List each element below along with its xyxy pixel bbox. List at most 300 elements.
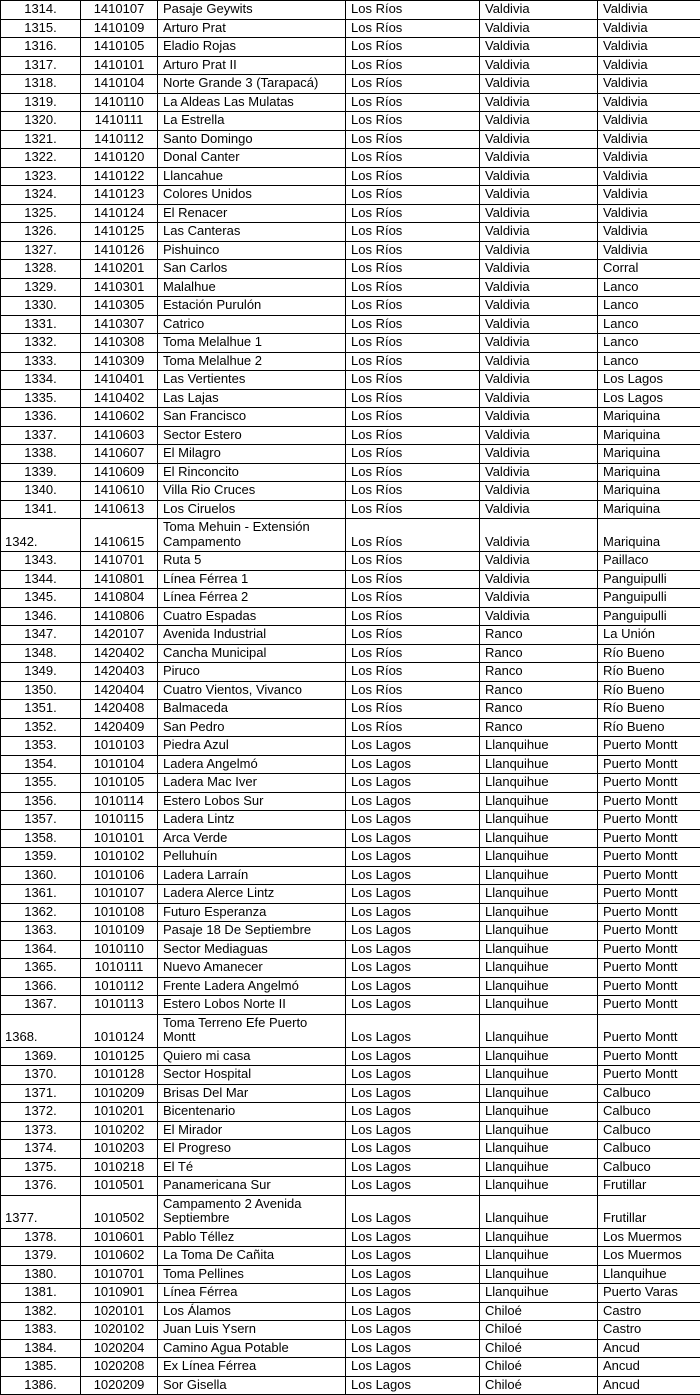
commune-cell: Puerto Montt <box>598 848 700 867</box>
code-cell: 1410125 <box>81 223 158 242</box>
row-number-cell: 1341. <box>1 500 81 519</box>
commune-cell: Puerto Montt <box>598 922 700 941</box>
table-row <box>1 315 700 334</box>
region-cell: Los Lagos <box>346 1047 480 1066</box>
settlement-name-cell: Línea Férrea 2 <box>158 589 346 608</box>
province-cell: Valdivia <box>480 19 598 38</box>
code-cell: 1410607 <box>81 445 158 464</box>
code-cell: 1420403 <box>81 663 158 682</box>
table-row <box>1 1140 700 1159</box>
table-row <box>1 56 700 75</box>
row-number-cell: 1379. <box>1 1247 81 1266</box>
commune-cell: Mariquina <box>598 482 700 501</box>
region-cell: Los Lagos <box>346 737 480 756</box>
region-cell: Los Ríos <box>346 570 480 589</box>
region-cell: Los Lagos <box>346 1228 480 1247</box>
code-cell: 1410105 <box>81 38 158 57</box>
settlement-name-cell: Ladera Larraín <box>158 866 346 885</box>
table-row <box>1 792 700 811</box>
row-number-cell: 1380. <box>1 1265 81 1284</box>
table-row <box>1 204 700 223</box>
code-cell: 1420409 <box>81 718 158 737</box>
commune-cell: Puerto Montt <box>598 792 700 811</box>
commune-cell: Panguipulli <box>598 570 700 589</box>
table-row <box>1 552 700 571</box>
code-cell: 1010125 <box>81 1047 158 1066</box>
commune-cell: Lanco <box>598 278 700 297</box>
commune-cell: Frutillar <box>598 1177 700 1196</box>
commune-cell: Valdivia <box>598 204 700 223</box>
row-number-cell: 1384. <box>1 1339 81 1358</box>
row-number-cell: 1336. <box>1 408 81 427</box>
region-cell: Los Ríos <box>346 607 480 626</box>
table-row <box>1 93 700 112</box>
region-cell: Los Ríos <box>346 1 480 20</box>
code-cell: 1010203 <box>81 1140 158 1159</box>
code-cell: 1410801 <box>81 570 158 589</box>
region-cell: Los Ríos <box>346 241 480 260</box>
commune-cell: Puerto Montt <box>598 1047 700 1066</box>
code-cell: 1010108 <box>81 903 158 922</box>
region-cell: Los Lagos <box>346 811 480 830</box>
table-row <box>1 1339 700 1358</box>
region-cell: Los Lagos <box>346 903 480 922</box>
row-number-cell: 1355. <box>1 774 81 793</box>
commune-cell: Valdivia <box>598 167 700 186</box>
settlement-name-cell: Sector Estero <box>158 426 346 445</box>
commune-cell: Puerto Montt <box>598 811 700 830</box>
province-cell: Llanquihue <box>480 922 598 941</box>
code-cell: 1010501 <box>81 1177 158 1196</box>
row-number-cell: 1358. <box>1 829 81 848</box>
settlement-name-cell: Juan Luis Ysern <box>158 1321 346 1340</box>
region-cell: Los Ríos <box>346 130 480 149</box>
code-cell: 1410126 <box>81 241 158 260</box>
row-number-cell: 1350. <box>1 681 81 700</box>
province-cell: Llanquihue <box>480 1177 598 1196</box>
commune-cell: Ancud <box>598 1358 700 1377</box>
settlement-name-cell: Llancahue <box>158 167 346 186</box>
code-cell: 1420404 <box>81 681 158 700</box>
province-cell: Valdivia <box>480 112 598 131</box>
table-row <box>1 482 700 501</box>
commune-cell: Mariquina <box>598 408 700 427</box>
table-row <box>1 644 700 663</box>
row-number-cell: 1339. <box>1 463 81 482</box>
province-cell: Valdivia <box>480 570 598 589</box>
settlement-name-cell: Sor Gisella <box>158 1376 346 1395</box>
table-row <box>1 1066 700 1085</box>
code-cell: 1010114 <box>81 792 158 811</box>
row-number-cell: 1346. <box>1 607 81 626</box>
row-number-cell: 1334. <box>1 371 81 390</box>
province-cell: Llanquihue <box>480 774 598 793</box>
province-cell: Llanquihue <box>480 940 598 959</box>
settlement-name-cell: Arturo Prat <box>158 19 346 38</box>
settlement-name-cell: La Estrella <box>158 112 346 131</box>
row-number-cell: 1368. <box>1 1014 81 1047</box>
row-number-cell: 1365. <box>1 959 81 978</box>
settlement-name-cell: Catrico <box>158 315 346 334</box>
table-row <box>1 774 700 793</box>
settlement-name-cell: Balmaceda <box>158 700 346 719</box>
commune-cell: Corral <box>598 260 700 279</box>
settlement-name-cell: Cuatro Espadas <box>158 607 346 626</box>
region-cell: Los Ríos <box>346 56 480 75</box>
settlement-name-cell: Frente Ladera Angelmó <box>158 977 346 996</box>
row-number-cell: 1366. <box>1 977 81 996</box>
region-cell: Los Lagos <box>346 866 480 885</box>
province-cell: Ranco <box>480 681 598 700</box>
table-row <box>1 19 700 38</box>
region-cell: Los Ríos <box>346 315 480 334</box>
table-row <box>1 186 700 205</box>
code-cell: 1010111 <box>81 959 158 978</box>
table-row <box>1 589 700 608</box>
table-row <box>1 663 700 682</box>
region-cell: Los Ríos <box>346 167 480 186</box>
commune-cell: Paillaco <box>598 552 700 571</box>
row-number-cell: 1321. <box>1 130 81 149</box>
table-row <box>1 334 700 353</box>
commune-cell: Puerto Montt <box>598 829 700 848</box>
commune-cell: Valdivia <box>598 75 700 94</box>
province-cell: Valdivia <box>480 519 598 552</box>
commune-cell: Valdivia <box>598 112 700 131</box>
code-cell: 1020101 <box>81 1302 158 1321</box>
region-cell: Los Lagos <box>346 1103 480 1122</box>
row-number-cell: 1333. <box>1 352 81 371</box>
code-cell: 1010124 <box>81 1014 158 1047</box>
table-row <box>1 681 700 700</box>
region-cell: Los Lagos <box>346 1321 480 1340</box>
settlement-name-cell: Los Álamos <box>158 1302 346 1321</box>
settlement-name-cell: Ladera Mac Iver <box>158 774 346 793</box>
region-cell: Los Ríos <box>346 389 480 408</box>
commune-cell: Los Lagos <box>598 389 700 408</box>
region-cell: Los Ríos <box>346 644 480 663</box>
province-cell: Ranco <box>480 700 598 719</box>
province-cell: Valdivia <box>480 482 598 501</box>
settlement-name-cell: Línea Férrea 1 <box>158 570 346 589</box>
region-cell: Los Ríos <box>346 482 480 501</box>
province-cell: Llanquihue <box>480 1228 598 1247</box>
region-cell: Los Ríos <box>346 19 480 38</box>
table-row <box>1 1358 700 1377</box>
commune-cell: Los Lagos <box>598 371 700 390</box>
row-number-cell: 1338. <box>1 445 81 464</box>
settlement-name-cell: Las Lajas <box>158 389 346 408</box>
table-row <box>1 1 700 20</box>
settlement-name-cell: Donal Canter <box>158 149 346 168</box>
settlement-name-cell: Las Canteras <box>158 223 346 242</box>
code-cell: 1410602 <box>81 408 158 427</box>
row-number-cell: 1371. <box>1 1084 81 1103</box>
province-cell: Ranco <box>480 663 598 682</box>
code-cell: 1410110 <box>81 93 158 112</box>
code-cell: 1010601 <box>81 1228 158 1247</box>
province-cell: Chiloé <box>480 1339 598 1358</box>
region-cell: Los Lagos <box>346 755 480 774</box>
province-cell: Llanquihue <box>480 903 598 922</box>
settlement-name-cell: Arca Verde <box>158 829 346 848</box>
settlement-name-cell: Línea Férrea <box>158 1284 346 1303</box>
region-cell: Los Ríos <box>346 663 480 682</box>
region-cell: Los Lagos <box>346 774 480 793</box>
province-cell: Llanquihue <box>480 1047 598 1066</box>
settlement-name-cell: Las Vertientes <box>158 371 346 390</box>
row-number-cell: 1345. <box>1 589 81 608</box>
region-cell: Los Ríos <box>346 718 480 737</box>
settlement-name-cell: Estero Lobos Sur <box>158 792 346 811</box>
row-number-cell: 1325. <box>1 204 81 223</box>
row-number-cell: 1352. <box>1 718 81 737</box>
commune-cell: Valdivia <box>598 241 700 260</box>
row-number-cell: 1342. <box>1 519 81 552</box>
commune-cell: Llanquihue <box>598 1265 700 1284</box>
row-number-cell: 1349. <box>1 663 81 682</box>
settlement-name-cell: El Rinconcito <box>158 463 346 482</box>
province-cell: Valdivia <box>480 463 598 482</box>
commune-cell: Lanco <box>598 352 700 371</box>
commune-cell: Calbuco <box>598 1121 700 1140</box>
commune-cell: Valdivia <box>598 56 700 75</box>
table-row <box>1 149 700 168</box>
region-cell: Los Lagos <box>346 996 480 1015</box>
table-row <box>1 1321 700 1340</box>
code-cell: 1010602 <box>81 1247 158 1266</box>
commune-cell: Puerto Montt <box>598 885 700 904</box>
province-cell: Valdivia <box>480 223 598 242</box>
table-row <box>1 1103 700 1122</box>
row-number-cell: 1330. <box>1 297 81 316</box>
row-number-cell: 1337. <box>1 426 81 445</box>
commune-cell: Valdivia <box>598 38 700 57</box>
commune-cell: Calbuco <box>598 1140 700 1159</box>
settlement-name-cell: Sector Hospital <box>158 1066 346 1085</box>
settlement-name-cell: Campamento 2 Avenida Septiembre <box>158 1195 346 1228</box>
table-row <box>1 755 700 774</box>
code-cell: 1010202 <box>81 1121 158 1140</box>
table-row <box>1 426 700 445</box>
commune-cell: Castro <box>598 1321 700 1340</box>
table-row <box>1 626 700 645</box>
province-cell: Llanquihue <box>480 977 598 996</box>
settlement-name-cell: Avenida Industrial <box>158 626 346 645</box>
row-number-cell: 1381. <box>1 1284 81 1303</box>
province-cell: Valdivia <box>480 186 598 205</box>
row-number-cell: 1377. <box>1 1195 81 1228</box>
region-cell: Los Ríos <box>346 426 480 445</box>
commune-cell: Los Muermos <box>598 1247 700 1266</box>
commune-cell: Puerto Montt <box>598 755 700 774</box>
code-cell: 1020102 <box>81 1321 158 1340</box>
commune-cell: Puerto Montt <box>598 940 700 959</box>
province-cell: Valdivia <box>480 315 598 334</box>
province-cell: Valdivia <box>480 38 598 57</box>
table-row <box>1 1228 700 1247</box>
region-cell: Los Ríos <box>346 260 480 279</box>
table-row <box>1 1177 700 1196</box>
commune-cell: Valdivia <box>598 19 700 38</box>
province-cell: Valdivia <box>480 408 598 427</box>
region-cell: Los Lagos <box>346 1358 480 1377</box>
row-number-cell: 1315. <box>1 19 81 38</box>
settlement-name-cell: Pasaje 18 De Septiembre <box>158 922 346 941</box>
region-cell: Los Lagos <box>346 1195 480 1228</box>
code-cell: 1010101 <box>81 829 158 848</box>
code-cell: 1410301 <box>81 278 158 297</box>
settlement-name-cell: Piruco <box>158 663 346 682</box>
commune-cell: Calbuco <box>598 1084 700 1103</box>
region-cell: Los Ríos <box>346 297 480 316</box>
province-cell: Ranco <box>480 718 598 737</box>
province-cell: Valdivia <box>480 426 598 445</box>
code-cell: 1410401 <box>81 371 158 390</box>
table-row <box>1 112 700 131</box>
province-cell: Llanquihue <box>480 829 598 848</box>
settlement-name-cell: Malalhue <box>158 278 346 297</box>
settlements-table-body <box>1 1 700 1395</box>
commune-cell: Valdivia <box>598 93 700 112</box>
province-cell: Llanquihue <box>480 1265 598 1284</box>
code-cell: 1410806 <box>81 607 158 626</box>
province-cell: Valdivia <box>480 607 598 626</box>
table-row <box>1 1047 700 1066</box>
province-cell: Valdivia <box>480 500 598 519</box>
settlement-name-cell: San Francisco <box>158 408 346 427</box>
province-cell: Valdivia <box>480 75 598 94</box>
table-row <box>1 38 700 57</box>
row-number-cell: 1320. <box>1 112 81 131</box>
region-cell: Los Lagos <box>346 1265 480 1284</box>
row-number-cell: 1335. <box>1 389 81 408</box>
settlement-name-cell: El Mirador <box>158 1121 346 1140</box>
region-cell: Los Ríos <box>346 463 480 482</box>
code-cell: 1410104 <box>81 75 158 94</box>
code-cell: 1010209 <box>81 1084 158 1103</box>
row-number-cell: 1322. <box>1 149 81 168</box>
province-cell: Llanquihue <box>480 1084 598 1103</box>
region-cell: Los Ríos <box>346 93 480 112</box>
row-number-cell: 1353. <box>1 737 81 756</box>
code-cell: 1010112 <box>81 977 158 996</box>
settlement-name-cell: Pishuinco <box>158 241 346 260</box>
settlement-name-cell: Sector Mediaguas <box>158 940 346 959</box>
settlement-name-cell: Ex Línea Férrea <box>158 1358 346 1377</box>
province-cell: Valdivia <box>480 371 598 390</box>
commune-cell: Valdivia <box>598 223 700 242</box>
region-cell: Los Lagos <box>346 959 480 978</box>
settlement-name-cell: Ladera Angelmó <box>158 755 346 774</box>
commune-cell: Castro <box>598 1302 700 1321</box>
settlement-name-cell: Pasaje Geywits <box>158 1 346 20</box>
row-number-cell: 1319. <box>1 93 81 112</box>
province-cell: Valdivia <box>480 149 598 168</box>
province-cell: Llanquihue <box>480 1140 598 1159</box>
commune-cell: Mariquina <box>598 519 700 552</box>
region-cell: Los Lagos <box>346 792 480 811</box>
settlement-name-cell: Camino Agua Potable <box>158 1339 346 1358</box>
row-number-cell: 1324. <box>1 186 81 205</box>
region-cell: Los Lagos <box>346 1177 480 1196</box>
code-cell: 1020208 <box>81 1358 158 1377</box>
row-number-cell: 1382. <box>1 1302 81 1321</box>
table-row <box>1 75 700 94</box>
code-cell: 1410610 <box>81 482 158 501</box>
settlement-name-cell: San Pedro <box>158 718 346 737</box>
province-cell: Llanquihue <box>480 1195 598 1228</box>
region-cell: Los Ríos <box>346 149 480 168</box>
table-row <box>1 903 700 922</box>
settlement-name-cell: Toma Terreno Efe Puerto Montt <box>158 1014 346 1047</box>
row-number-cell: 1369. <box>1 1047 81 1066</box>
province-cell: Valdivia <box>480 389 598 408</box>
settlement-name-cell: Toma Melalhue 1 <box>158 334 346 353</box>
province-cell: Valdivia <box>480 334 598 353</box>
row-number-cell: 1378. <box>1 1228 81 1247</box>
commune-cell: Puerto Montt <box>598 1066 700 1085</box>
table-row <box>1 737 700 756</box>
commune-cell: Panguipulli <box>598 607 700 626</box>
region-cell: Los Ríos <box>346 112 480 131</box>
province-cell: Chiloé <box>480 1321 598 1340</box>
settlement-name-cell: Colores Unidos <box>158 186 346 205</box>
settlement-name-cell: Toma Melalhue 2 <box>158 352 346 371</box>
table-row <box>1 1265 700 1284</box>
settlement-name-cell: Quiero mi casa <box>158 1047 346 1066</box>
region-cell: Los Lagos <box>346 1158 480 1177</box>
table-row <box>1 371 700 390</box>
code-cell: 1410101 <box>81 56 158 75</box>
row-number-cell: 1367. <box>1 996 81 1015</box>
settlement-name-cell: Ruta 5 <box>158 552 346 571</box>
province-cell: Llanquihue <box>480 755 598 774</box>
settlement-name-cell: Ladera Alerce Lintz <box>158 885 346 904</box>
settlement-name-cell: La Aldeas Las Mulatas <box>158 93 346 112</box>
region-cell: Los Lagos <box>346 922 480 941</box>
commune-cell: Calbuco <box>598 1158 700 1177</box>
row-number-cell: 1331. <box>1 315 81 334</box>
commune-cell: Puerto Montt <box>598 774 700 793</box>
code-cell: 1410305 <box>81 297 158 316</box>
table-row <box>1 1195 700 1228</box>
region-cell: Los Ríos <box>346 278 480 297</box>
region-cell: Los Lagos <box>346 885 480 904</box>
province-cell: Valdivia <box>480 204 598 223</box>
table-row <box>1 1084 700 1103</box>
settlement-name-cell: Cancha Municipal <box>158 644 346 663</box>
row-number-cell: 1351. <box>1 700 81 719</box>
row-number-cell: 1344. <box>1 570 81 589</box>
table-row <box>1 241 700 260</box>
code-cell: 1410701 <box>81 552 158 571</box>
table-row <box>1 463 700 482</box>
table-row <box>1 223 700 242</box>
code-cell: 1010109 <box>81 922 158 941</box>
region-cell: Los Ríos <box>346 626 480 645</box>
settlement-name-cell: El Milagro <box>158 445 346 464</box>
row-number-cell: 1328. <box>1 260 81 279</box>
row-number-cell: 1316. <box>1 38 81 57</box>
table-row <box>1 570 700 589</box>
code-cell: 1010106 <box>81 866 158 885</box>
code-cell: 1410603 <box>81 426 158 445</box>
commune-cell: Mariquina <box>598 445 700 464</box>
commune-cell: Río Bueno <box>598 644 700 663</box>
table-row <box>1 885 700 904</box>
province-cell: Llanquihue <box>480 792 598 811</box>
